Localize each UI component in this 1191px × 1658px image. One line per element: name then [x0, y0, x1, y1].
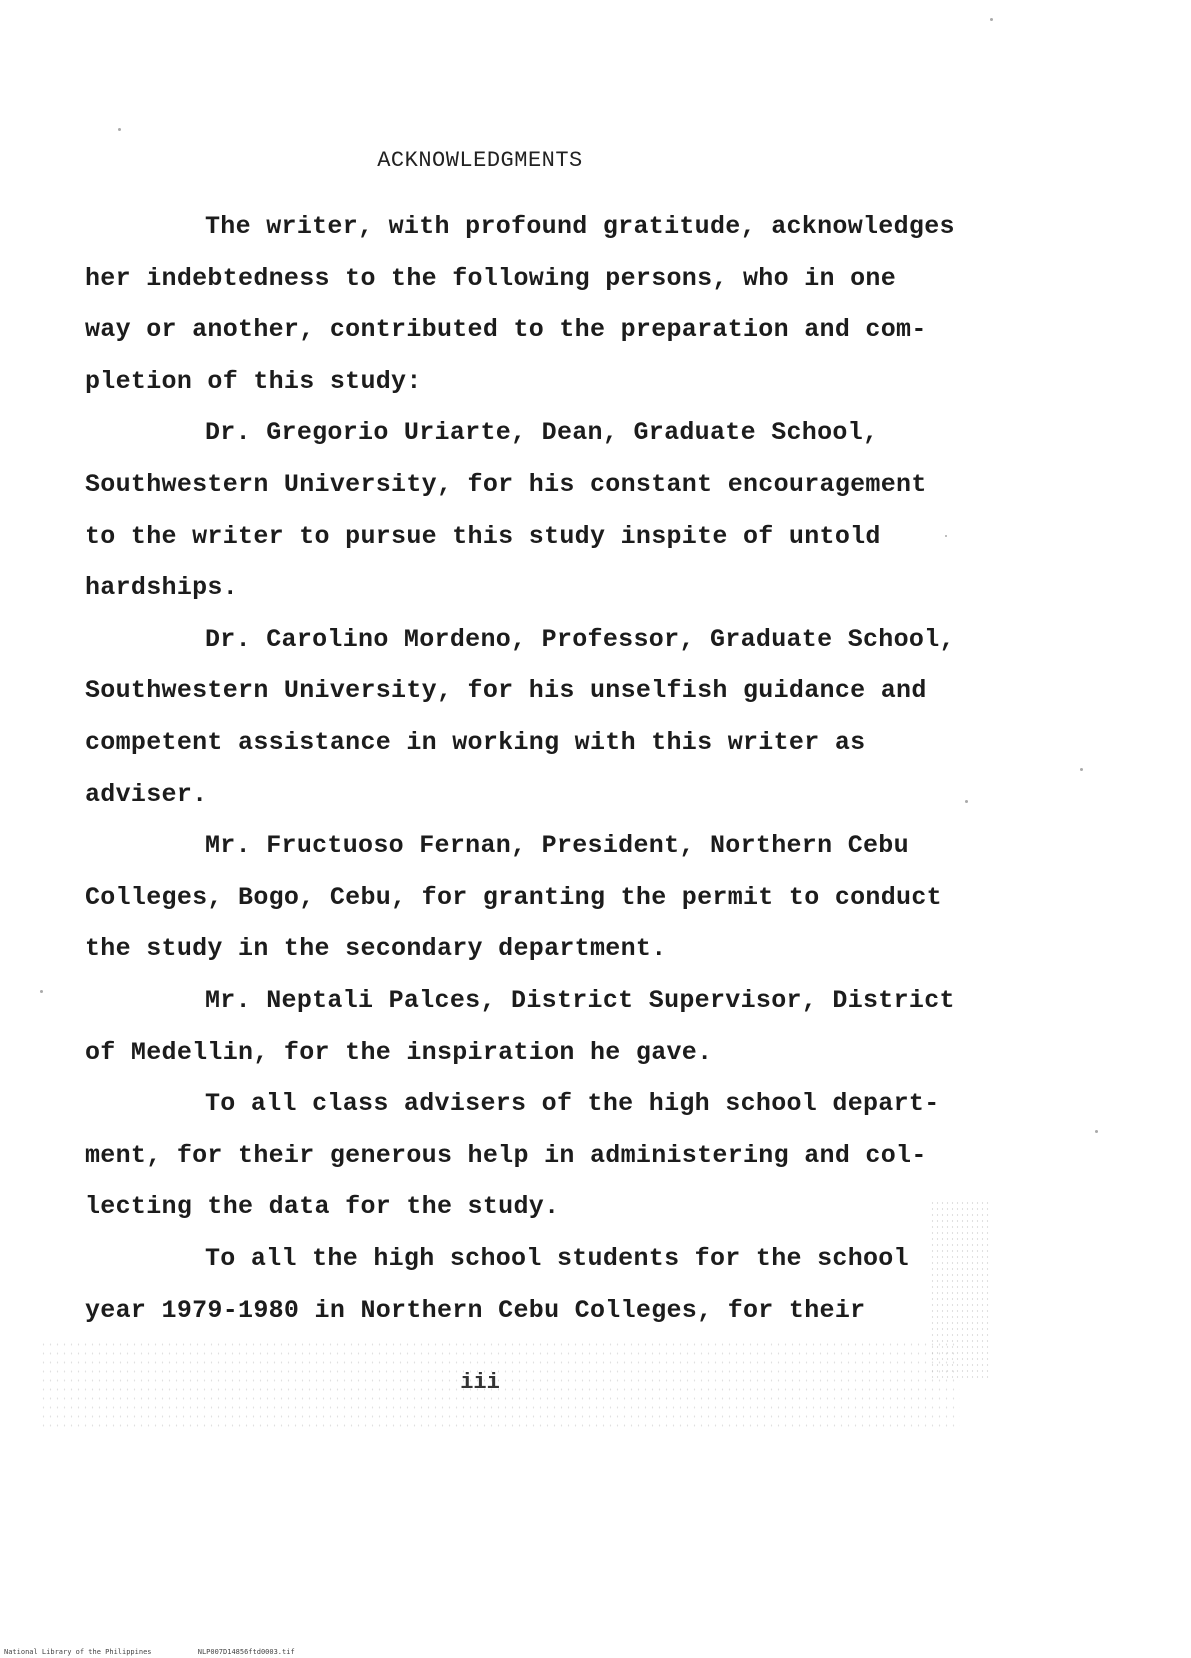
text-line: Mr. Fructuoso Fernan, President, Northern Cebu	[205, 831, 909, 860]
page-title: ACKNOWLEDGMENTS	[377, 148, 583, 173]
scan-footer	[4, 1648, 337, 1656]
text-line: hardships.	[85, 573, 239, 602]
page-number: iii	[460, 1370, 500, 1395]
footer-library: National Library of the Philippines	[4, 1648, 152, 1656]
speckle	[1080, 768, 1083, 771]
text-line: year 1979-1980 in Northern Cebu Colleges, for their	[85, 1296, 866, 1325]
text-line: of Medellin, for the inspiration he gave.	[85, 1038, 713, 1067]
speckle	[118, 128, 121, 131]
text-line: the study in the secondary department.	[85, 934, 667, 963]
footer-file: NLP007D14856ftd0003.tif	[197, 1648, 295, 1656]
text-line: adviser.	[85, 780, 208, 809]
text-line: Dr. Gregorio Uriarte, Dean, Graduate School,	[205, 418, 879, 447]
text-line: Southwestern University, for his unselfish guidance and	[85, 676, 927, 705]
text-line: Southwestern University, for his constant encouragement	[85, 470, 927, 499]
scan-noise-right	[930, 1200, 990, 1380]
text-line: ment, for their generous help in administering and col-	[85, 1141, 927, 1170]
text-line: The writer, with profound gratitude, acknowledges	[205, 212, 955, 241]
text-line: To all the high school students for the school	[205, 1244, 909, 1273]
text-line: to the writer to pursue this study inspite of untold	[85, 522, 881, 551]
speckle	[945, 535, 947, 537]
text-line: competent assistance in working with this writer as	[85, 728, 866, 757]
speckle	[1095, 1130, 1098, 1133]
speckle	[965, 800, 968, 803]
text-line: lecting the data for the study.	[85, 1192, 560, 1221]
text-line: Colleges, Bogo, Cebu, for granting the permit to conduct	[85, 883, 942, 912]
text-line: way or another, contributed to the preparation and com-	[85, 315, 927, 344]
text-line: Dr. Carolino Mordeno, Professor, Graduate School,	[205, 625, 955, 654]
speckle	[990, 18, 993, 21]
text-line: Mr. Neptali Palces, District Supervisor, District	[205, 986, 955, 1015]
text-line: To all class advisers of the high school depart-	[205, 1089, 940, 1118]
text-line: her indebtedness to the following persons, who in one	[85, 264, 897, 293]
text-line: pletion of this study:	[85, 367, 422, 396]
speckle	[40, 990, 43, 993]
